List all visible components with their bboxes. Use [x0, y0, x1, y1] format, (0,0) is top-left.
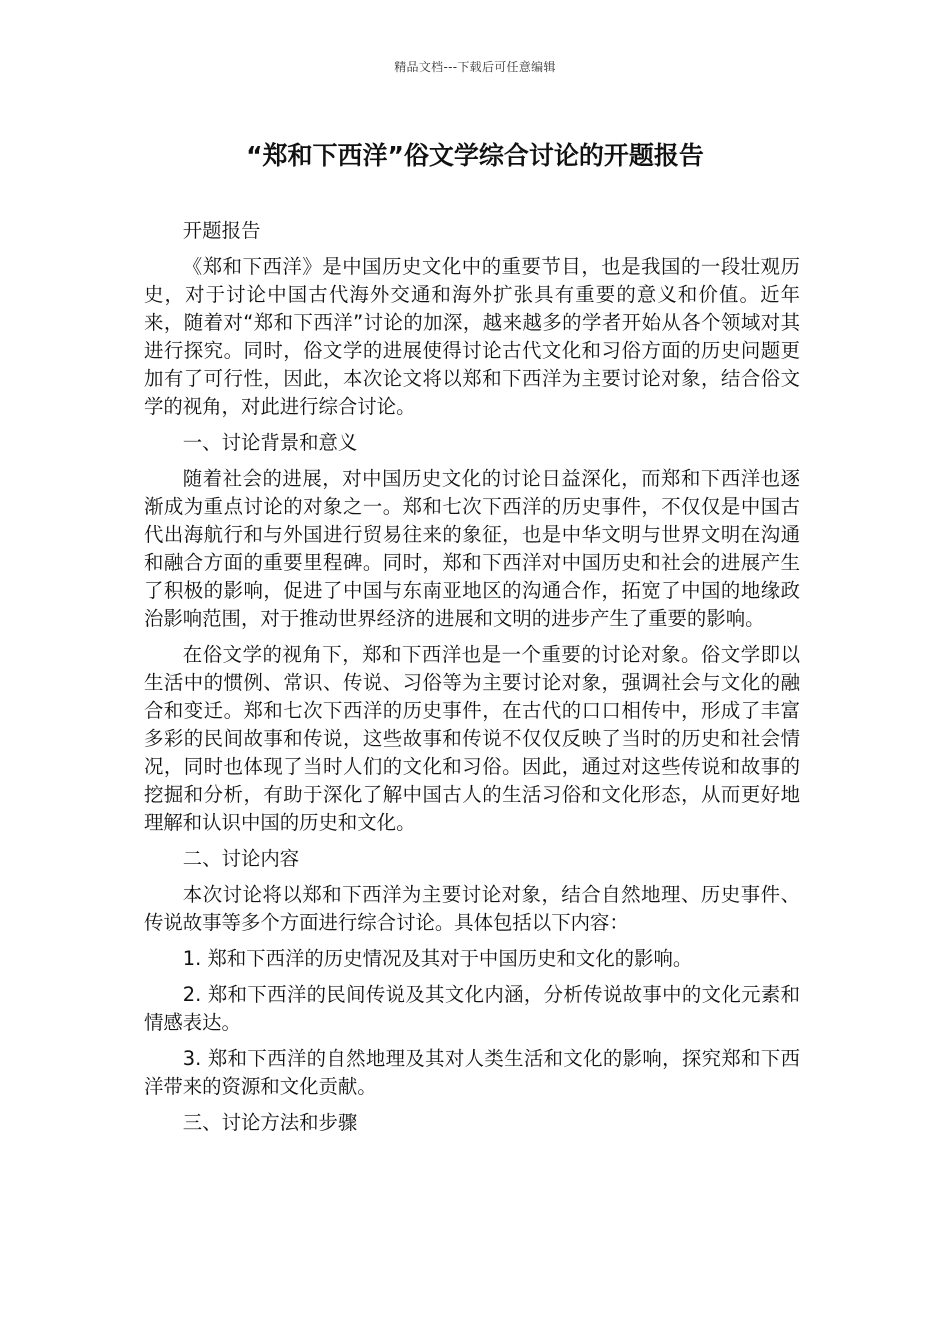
content-paragraph: 本次讨论将以郑和下西洋为主要讨论对象，结合自然地理、历史事件、传说故事等多个方面进行综合讨论。具体包括以下内容：: [144, 883, 800, 934]
content-item-1: 1. 郑和下西洋的历史情况及其对于中国历史和文化的影响。: [182, 947, 693, 970]
document-body: [144, 217, 800, 1145]
content-item-3: 3. 郑和下西洋的自然地理及其对人类生活和文化的影响，探究郑和下西洋带来的资源和文化贡献。: [144, 1047, 800, 1098]
section-heading-methods: 三、讨论方法和步骤: [182, 1111, 358, 1134]
background-paragraph-1: 随着社会的进展，对中国历史文化的讨论日益深化，而郑和下西洋也逐渐成为重点讨论的对象之一。郑和七次下西洋的历史事件，不仅仅是中国古代出海航行和与外国进行贸易往来的象征，也是中华文明与世界文明在沟通和融合方面的重要里程碑。同时，郑和下西洋对中国历史和社会的进展产生了积极的影响，促进了中国与东南亚地区的沟通合作，拓宽了中国的地缘政治影响范围，对于推动世界经济的进展和文明的进步产生了重要的影响。: [144, 467, 800, 630]
document-title: “郑和下西洋”俗文学综合讨论的开题报告: [246, 141, 704, 170]
section-heading-background: 一、讨论背景和意义: [182, 431, 358, 454]
section-heading-content: 二、讨论内容: [182, 847, 300, 870]
background-paragraph-2: 在俗文学的视角下，郑和下西洋也是一个重要的讨论对象。俗文学即以生活中的惯例、常识、传说、习俗等为主要讨论对象，强调社会与文化的融合和变迁。郑和七次下西洋的历史事件，在古代的口口相传中，形成了丰富多彩的民间故事和传说，这些故事和传说不仅仅反映了当时的历史和社会情况，同时也体现了当时人们的文化和习俗。因此，通过对这些传说和故事的挖掘和分析，有助于深化了解中国古人的生活习俗和文化形态，从而更好地理解和认识中国的历史和文化。: [144, 643, 800, 834]
content-item-2: 2. 郑和下西洋的民间传说及其文化内涵，分析传说故事中的文化元素和情感表达。: [144, 983, 800, 1034]
report-label: 开题报告: [182, 219, 261, 242]
header-note: 精品文档---下载后可任意编辑: [394, 60, 556, 74]
intro-paragraph: 《郑和下西洋》是中国历史文化中的重要节目，也是我国的一段壮观历史，对于讨论中国古代海外交通和海外扩张具有重要的意义和价值。近年来，随着对“郑和下西洋”讨论的加深，越来越多的学者开始从各个领域对其进行探究。同时，俗文学的进展使得讨论古代文化和习俗方面的历史问题更加有了可行性，因此，本次论文将以郑和下西洋为主要讨论对象，结合俗文学的视角，对此进行综合讨论。: [144, 255, 800, 418]
